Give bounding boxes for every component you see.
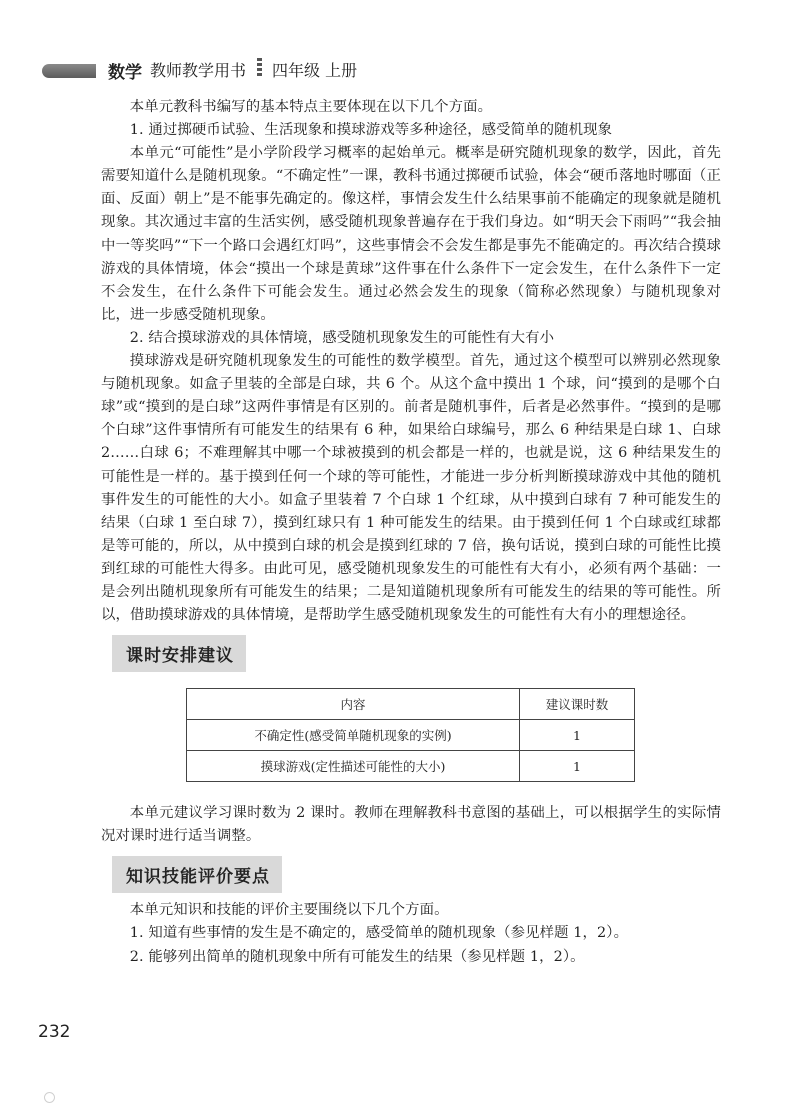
page-number: 232 — [38, 1022, 71, 1042]
evaluation-item-1: 1. 知道有些事情的发生是不确定的，感受简单的随机现象（参见样题 1，2）。 — [129, 925, 629, 942]
table-row — [187, 751, 635, 782]
schedule-note: 本单元建议学习课时数为 2 课时。教师在理解教科书意图的基础上，可以根据学生的实际情况对课时进行适当调整。 — [101, 805, 721, 845]
schedule-table — [186, 688, 635, 782]
point1-title: 1. 通过掷硬币试验、生活现象和摸球游戏等多种途径，感受简单的随机现象 — [129, 122, 613, 139]
point2-text: 摸球游戏是研究随机现象发生的可能性的数学模型。首先，通过这个模型可以辨别必然现象与随机现象。如盒子里装的全部是白球，共 6 个。从这个盒中摸出 1 个球，问“摸到的是哪个白球”或“摸到的是白球”这两件事情是有区别的。前者是随机事件，后者是必然事件。“摸到的是哪个白球”这件事情所有可能发生的结果有 6 种，如果给白球编号，那么 6 种结果是白球 1、白球 2……白球 6；不难理解其中哪一个球被摸到的机会都是一样的，也就是说，这 6 种结果发生的可能性是一样的。基于摸到任何一个球的等可能性，才能进一步分析判断摸球游戏中其他的随机事件发生的可能性的大小。如盒子里装着 7 个白球 1 个红球，从中摸到白球有 7 种可能发生的结果（白球 1 至白球 7），摸到红球只有 1 种可能发生的结果。由于摸到任何 1 个白球或红球都是等可能的，所以，从中摸到白球的机会是摸到红球的 7 倍，换句话说，摸到白球的可能性比摸到红球的可能性大得多。由此可见，感受随机现象发生的可能性有大有小，必须有两个基础：一是会列出随机现象所有可能发生的结果；二是知道随机现象所有可能发生的结果的等可能性。所以，借助摸球游戏的具体情境，是帮助学生感受随机现象发生的可能性有大有小的理想途径。 — [101, 353, 721, 624]
header-book-title: 教师教学用书 — [150, 61, 247, 80]
table-header-row — [187, 689, 635, 720]
point2-title: 2. 结合摸球游戏的具体情境，感受随机现象发生的可能性有大有小 — [129, 329, 555, 346]
header-grade: 四年级 上册 — [272, 61, 358, 80]
header-subject: 数学 — [108, 63, 142, 83]
table-cell-hours: 1 — [520, 720, 635, 751]
table-cell-content: 不确定性(感受简单随机现象的实例) — [187, 720, 520, 751]
point1-text: 本单元“可能性”是小学阶段学习概率的起始单元。概率是研究随机现象的数学，因此，首先需要知道什么是随机现象。“不确定性”一课，教科书通过掷硬币试验，体会“硬币落地时哪面（正面、反面）朝上”是不能事先确定的。像这样，事情会发生什么结果事前不能确定的现象就是随机现象。其次通过丰富的生活实例，感受随机现象普遍存在于我们身边。如“明天会下雨吗”“我会抽中一等奖吗”“下一个路口会遇红灯吗”，这些事情会不会发生都是事先不能确定的。再次结合摸球游戏的具体情境，体会“摸出一个球是黄球”这件事在什么条件下一定会发生，在什么条件下一定不会发生，在什么条件下可能会发生。通过必然会发生的现象（简称必然现象）与随机现象对比，进一步感受随机现象。 — [101, 145, 721, 323]
watermark-logo-icon — [44, 1092, 55, 1103]
evaluation-intro: 本单元知识和技能的评价主要围绕以下几个方面。 — [129, 902, 449, 919]
table-cell-hours: 1 — [520, 751, 635, 782]
page-content — [101, 96, 721, 969]
header-tab-decoration — [42, 64, 96, 78]
evaluation-item-2: 2. 能够列出简单的随机现象中所有可能发生的结果（参见样题 1，2）。 — [129, 948, 585, 965]
table-header-content: 内容 — [187, 689, 520, 720]
table-header-hours: 建议课时数 — [520, 689, 635, 720]
intro-paragraph: 本单元教科书编写的基本特点主要体现在以下几个方面。 — [129, 99, 493, 115]
table-cell-content: 摸球游戏(定性描述可能性的大小) — [187, 751, 520, 782]
table-row — [187, 720, 635, 751]
header-separator — [257, 58, 262, 78]
evaluation-heading: 知识技能评价要点 — [112, 856, 282, 893]
schedule-heading: 课时安排建议 — [112, 635, 246, 672]
